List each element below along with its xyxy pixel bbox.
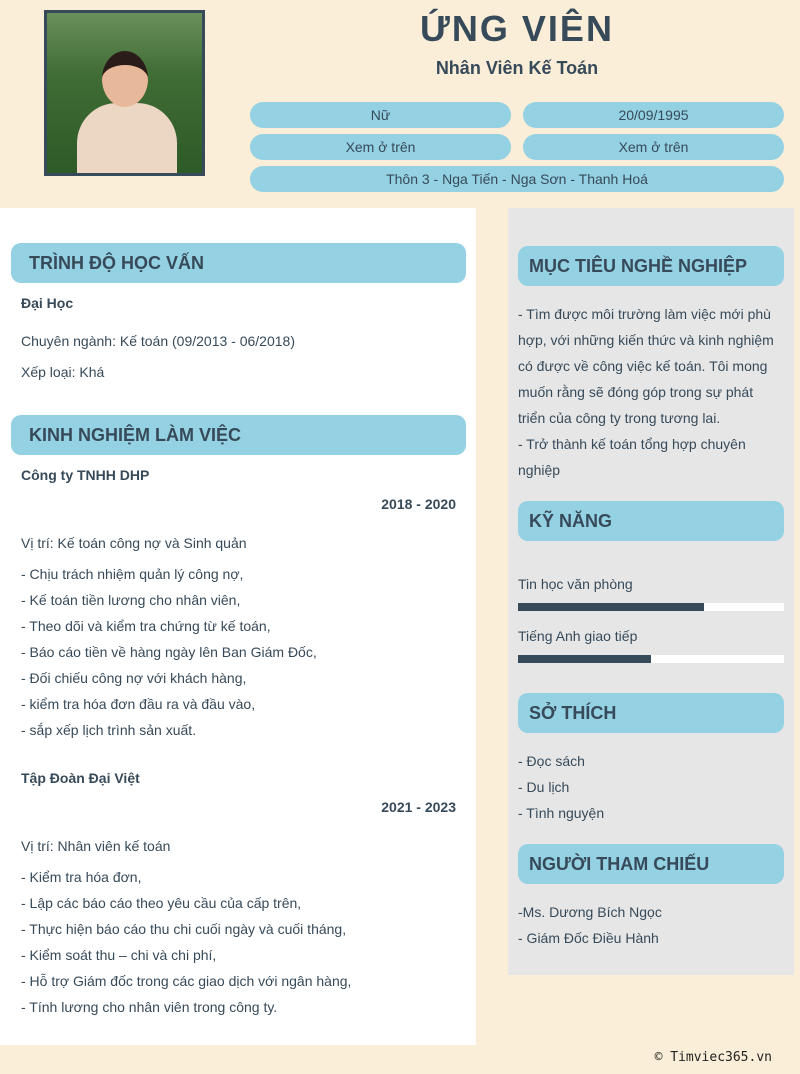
duty-list [21, 561, 317, 743]
period: 2018 - 2020 [381, 496, 456, 512]
right-column [508, 208, 794, 975]
duty: - Theo dõi và kiểm tra chứng từ kế toán, [21, 618, 271, 634]
objective-heading: MỤC TIÊU NGHỀ NGHIỆP [518, 246, 784, 286]
company: Công ty TNHH DHP [21, 467, 150, 483]
objective-line: triển của công ty trong tương lai. [518, 410, 721, 426]
duty: - Lập các báo cáo theo yêu cầu của cấp trên, [21, 895, 302, 911]
duty: - Thực hiện báo cáo thu chi cuối ngày và cuối tháng, [21, 921, 347, 937]
job-title: Nhân Viên Kế Toán [435, 58, 599, 78]
hobbies-heading: SỞ THÍCH [518, 693, 784, 733]
skill-name: Tin học văn phòng [518, 576, 633, 592]
school: Đại Học [21, 295, 74, 311]
company: Tập Đoàn Đại Việt [21, 770, 140, 786]
position: Vị trí: Kế toán công nợ và Sinh quản [21, 535, 247, 551]
address-field: Thôn 3 - Nga Tiến - Nga Sơn - Thanh Hoá [250, 166, 784, 192]
grade: Xếp loại: Khá [21, 364, 105, 380]
reference: -Ms. Dương Bích Ngọc [518, 904, 662, 920]
page-title: ỨNG VIÊN [420, 8, 614, 49]
duty: - Chịu trách nhiệm quản lý công nợ, [21, 566, 244, 582]
duty: - Kế toán tiền lương cho nhân viên, [21, 592, 241, 608]
duty: - Kiểm tra hóa đơn, [21, 869, 142, 885]
duty: - Đối chiếu công nợ với khách hàng, [21, 670, 247, 686]
objective-line: - Tìm được môi trường làm việc mới phù [518, 306, 771, 322]
duty: - kiểm tra hóa đơn đầu ra và đầu vào, [21, 696, 256, 712]
hobby: - Du lịch [518, 779, 570, 795]
period: 2021 - 2023 [381, 799, 456, 815]
duty-list [21, 864, 351, 1020]
hobby: - Tình nguyện [518, 805, 605, 821]
skill-bar-fill [518, 603, 704, 611]
email-field: Xem ở trên [523, 134, 784, 160]
dob-field: 20/09/1995 [523, 102, 784, 128]
skill-bar [518, 603, 784, 611]
objective-line: hợp, với những kiến thức và kinh nghiệm [518, 332, 774, 348]
skill-bar-fill [518, 655, 651, 663]
major: Chuyên ngành: Kế toán (09/2013 - 06/2018) [21, 333, 295, 349]
candidate-photo [44, 10, 205, 176]
reference-list [518, 899, 662, 951]
references-heading: NGƯỜI THAM CHIẾU [518, 844, 784, 884]
hobby: - Đọc sách [518, 753, 585, 769]
objective-text [518, 301, 774, 483]
skills-heading: KỸ NĂNG [518, 501, 784, 541]
objective-line: có được về công việc kế toán. Tôi mong [518, 358, 768, 374]
duty: - Hỗ trợ Giám đốc trong các giao dịch với ngân hàng, [21, 973, 352, 989]
education-heading: TRÌNH ĐỘ HỌC VẤN [11, 243, 466, 283]
skill-name: Tiếng Anh giao tiếp [518, 628, 638, 644]
objective-line: muốn rằng sẽ đóng góp trong sự phát [518, 384, 754, 400]
duty: - sắp xếp lịch trình sản xuất. [21, 722, 197, 738]
hobby-list [518, 748, 604, 826]
gender-field: Nữ [250, 102, 511, 128]
duty: - Tính lương cho nhân viên trong công ty. [21, 999, 278, 1015]
duty: - Báo cáo tiền về hàng ngày lên Ban Giám Đốc, [21, 644, 317, 660]
objective-line: nghiệp [518, 462, 561, 478]
duty: - Kiểm soát thu – chi và chi phí, [21, 947, 217, 963]
footer-watermark: © Timviec365.vn [654, 1050, 772, 1065]
reference: - Giám Đốc Điều Hành [518, 930, 659, 946]
skill-bar [518, 655, 784, 663]
phone-field: Xem ở trên [250, 134, 511, 160]
objective-line: - Trở thành kế toán tổng hợp chuyên [518, 436, 746, 452]
experience-heading: KINH NGHIỆM LÀM VIỆC [11, 415, 466, 455]
position: Vị trí: Nhân viên kế toán [21, 838, 171, 854]
left-column [0, 208, 476, 1045]
